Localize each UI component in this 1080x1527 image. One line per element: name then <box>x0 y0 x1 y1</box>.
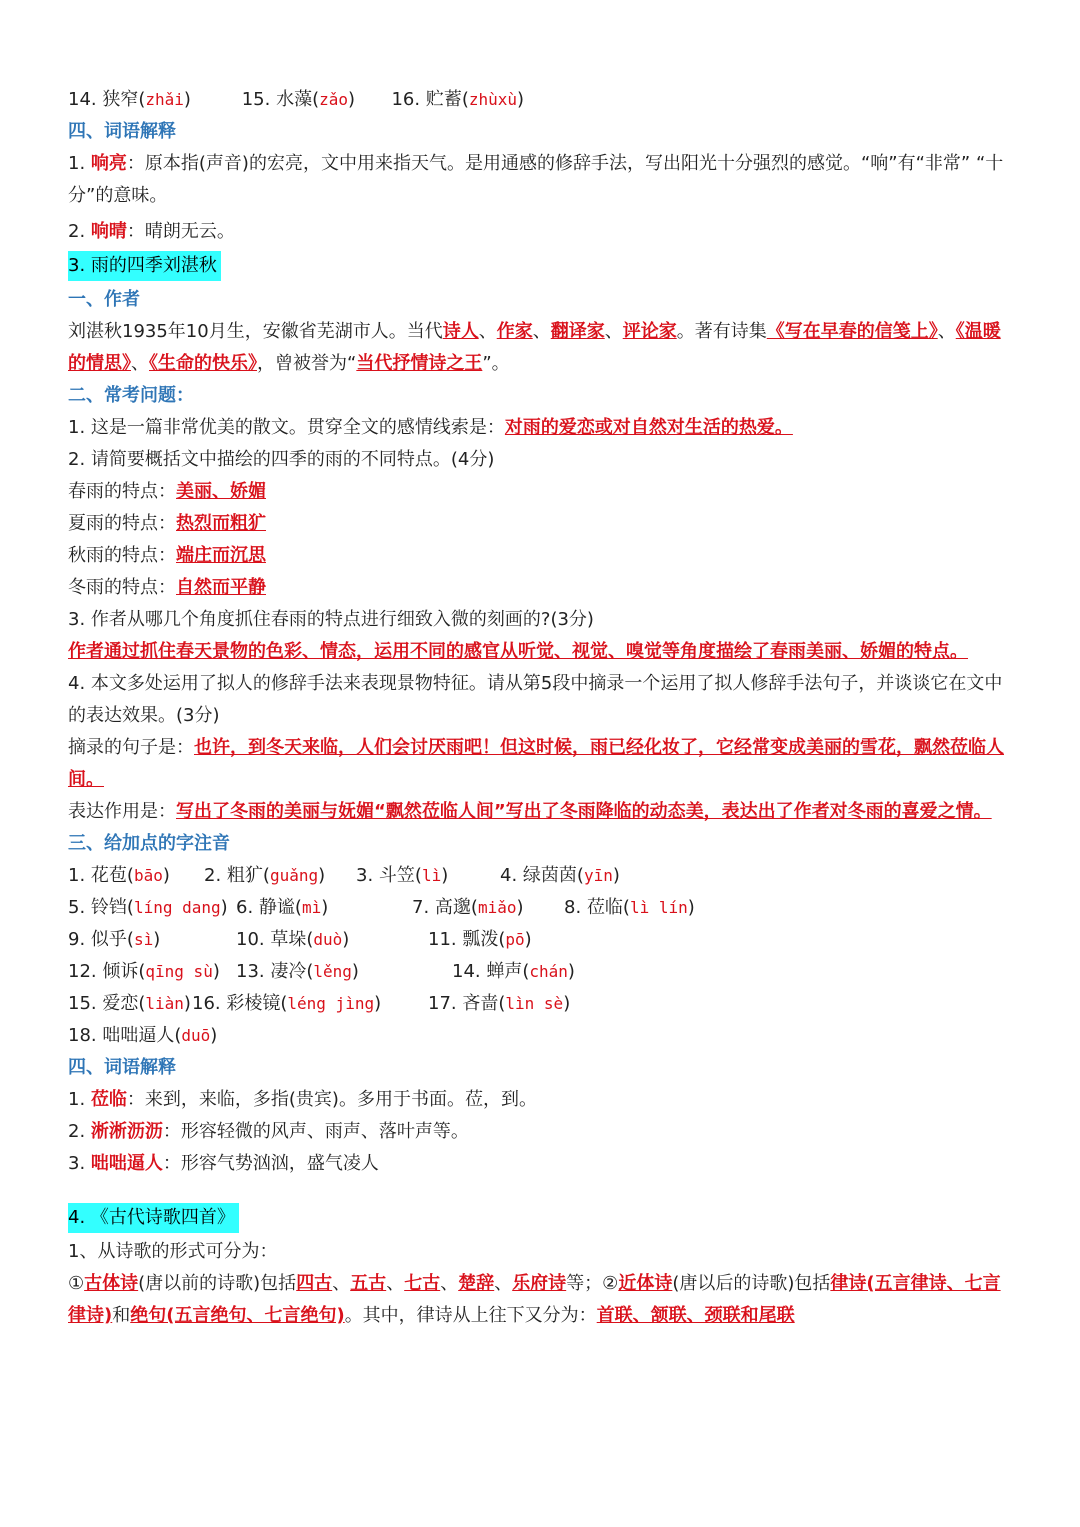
pinyin-item: 11. 瓢泼(pō) <box>428 929 532 950</box>
heading-author: 一、作者 <box>68 289 140 310</box>
pinyin-item: 9. 似乎(sì) <box>68 929 161 950</box>
vocab-item: 2. 淅淅沥沥：形容轻微的风声、雨声、落叶声等。 <box>68 1121 469 1142</box>
pinyin-item: 14. 狭窄(zhǎi) <box>68 89 191 110</box>
pinyin-item: 6. 静谧(mì) <box>236 897 329 918</box>
vocab-list <box>68 1084 1080 1180</box>
vocab-term: 响晴 <box>90 221 127 242</box>
pinyin-item: 12. 倾诉(qīng sù) <box>68 961 220 982</box>
pinyin-item: 10. 草垛(duò) <box>236 929 350 950</box>
vocab-term: 淅淅沥沥 <box>90 1121 163 1142</box>
section-title-4: 4. 《古代诗歌四首》 <box>68 1203 239 1233</box>
question-1: 1. 这是一篇非常优美的散文。贯穿全文的感情线索是：对雨的爱恋或对自然对生活的热爱。 <box>68 417 793 438</box>
pinyin-row <box>68 860 1080 892</box>
pinyin-row <box>68 988 1080 1020</box>
heading-vocab-1: 四、词语解释 <box>68 121 176 142</box>
poem-forms: ①古体诗(唐以前的诗歌)包括四古、五古、七古、楚辞、乐府诗等；②近体诗(唐以后的诗歌)包括律诗(五言律诗、七言律诗)和绝句(五言绝句、七言绝句)。其中，律诗从上往下又分为：首联、颔联、颈联和尾联 <box>68 1273 1001 1326</box>
question-3: 3. 作者从哪几个角度抓住春雨的特点进行细致入微的刻画的?(3分) <box>68 609 594 630</box>
pinyin-row <box>68 924 1080 956</box>
question-4: 4. 本文多处运用了拟人的修辞手法来表现景物特征。请从第5段中摘录一个运用了拟人修辞手法句子，并谈谈它在文中的表达效果。(3分) <box>68 673 1003 726</box>
pinyin-item: 13. 凄冷(lěng) <box>236 961 359 982</box>
pinyin-row <box>68 892 1080 924</box>
answer-4-effect: 表达作用是：写出了冬雨的美丽与妩媚“飘然莅临人间”写出了冬雨降临的动态美，表达出了作者对冬雨的喜爱之情。 <box>68 801 992 822</box>
pinyin-item: 16. 贮蓄(zhùxù) <box>391 89 525 110</box>
pinyin-item: 5. 铃铛(líng dang) <box>68 897 228 918</box>
pinyin-item: 15. 水藻(zǎo) <box>241 89 356 110</box>
pinyin-item: 17. 吝啬(lìn sè) <box>428 993 571 1014</box>
answer-4-excerpt: 摘录的句子是：也许，到冬天来临，人们会讨厌雨吧！但这时候，雨已经化妆了，它经常变成美丽的雪花，飘然莅临人间。 <box>68 737 1004 790</box>
vocab-item: 1. 莅临：来到，来临，多指(贵宾)。多用于书面。莅，到。 <box>68 1089 537 1110</box>
vocab-term: 咄咄逼人 <box>90 1153 163 1174</box>
vocab-term: 莅临 <box>90 1089 127 1110</box>
pinyin-row <box>68 1020 1080 1052</box>
answer-3: 作者通过抓住春天景物的色彩、情态，运用不同的感官从听觉、视觉、嗅觉等角度描绘了春雨美丽、娇媚的特点。 <box>68 641 968 662</box>
question-2: 2. 请简要概括文中描绘的四季的雨的不同特点。(4分) <box>68 449 495 470</box>
pinyin-row <box>68 956 1080 988</box>
pinyin-row-top <box>68 84 1080 116</box>
vocab-item: 1. 响亮：原本指(声音)的宏亮，文中用来指天气。是用通感的修辞手法，写出阳光十分强烈的感觉。“响”有“非常” “十分”的意味。 <box>68 153 1004 206</box>
pinyin-item: 1. 花苞(bāo) <box>68 865 170 886</box>
pinyin-item: 2. 粗犷(guǎng) <box>204 865 326 886</box>
vocab-item: 2. 响晴：晴朗无云。 <box>68 221 235 242</box>
pinyin-item: 15. 爱恋(liàn) <box>68 993 191 1014</box>
answer-winter: 冬雨的特点：自然而平静 <box>68 577 266 598</box>
pinyin-item: 7. 高邈(miǎo) <box>412 897 524 918</box>
pinyin-item: 4. 绿茵茵(yīn) <box>500 865 620 886</box>
pinyin-item: 3. 斗笠(lì) <box>356 865 449 886</box>
section-title-3: 3. 雨的四季刘湛秋 <box>68 251 221 281</box>
vocab-term: 响亮 <box>90 153 127 174</box>
heading-questions: 二、常考问题： <box>68 385 194 406</box>
pinyin-item: 14. 蝉声(chán) <box>452 961 575 982</box>
pinyin-grid <box>68 860 1080 1052</box>
answer-1: 对雨的爱恋或对自然对生活的热爱。 <box>504 417 793 438</box>
poem-intro: 1、从诗歌的形式可分为： <box>68 1241 278 1262</box>
pinyin-item: 18. 咄咄逼人(duō) <box>68 1025 218 1046</box>
author-paragraph: 刘湛秋1935年10月生，安徽省芜湖市人。当代诗人、作家、翻译家、评论家。著有诗集《写在早春的信笺上》、《温暖的情思》、《生命的快乐》，曾被誉为“当代抒情诗之王”。 <box>68 321 1001 374</box>
heading-pinyin: 三、给加点的字注音 <box>68 833 230 854</box>
heading-vocab-2: 四、词语解释 <box>68 1057 176 1078</box>
answer-summer: 夏雨的特点：热烈而粗犷 <box>68 513 266 534</box>
vocab-item: 3. 咄咄逼人：形容气势汹汹，盛气凌人 <box>68 1153 379 1174</box>
answer-spring: 春雨的特点：美丽、娇媚 <box>68 481 266 502</box>
answer-autumn: 秋雨的特点：端庄而沉思 <box>68 545 266 566</box>
pinyin-item: 16. 彩棱镜(léng jìng) <box>192 993 382 1014</box>
pinyin-item: 8. 莅临(lì lín) <box>564 897 695 918</box>
